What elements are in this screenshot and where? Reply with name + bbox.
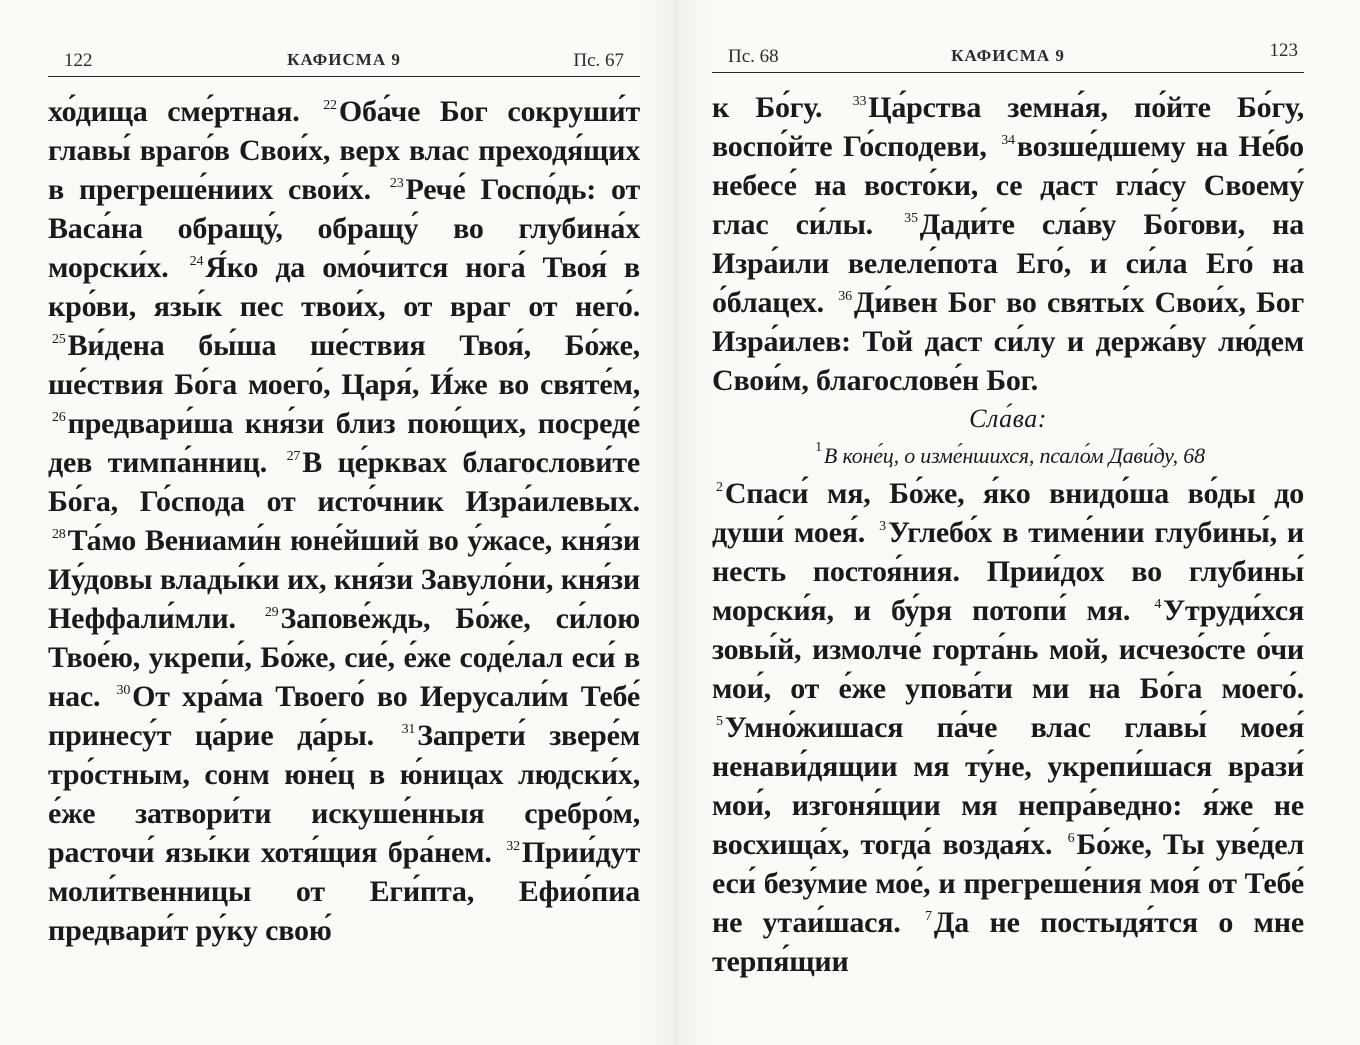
verse-text: Углебо́х в тиме́нии глубины́, и несть постоя́ния. Прии́дох во глубины́ морски́я, и бу́ря потопи́ мя.	[712, 516, 1305, 627]
right-page-text	[712, 88, 1304, 981]
left-page	[48, 0, 640, 1045]
verse-block	[712, 474, 1304, 981]
verse-number: 34	[1001, 133, 1015, 148]
verse-text: Бо́же, Ты уве́дел еси́ безу́мие мое́, и прегреше́ния моя́ от Тебе́ не утаи́шася.	[712, 828, 1304, 939]
verse-number: 24	[189, 254, 204, 269]
verse-text: В це́рквах благослови́те Бо́га, Го́спода от исто́чник Изра́илевых.	[48, 446, 640, 518]
verse-number: 5	[716, 714, 723, 729]
verse-number: 32	[506, 839, 520, 854]
kathisma-title: КАФИСМА 9	[951, 46, 1065, 65]
verse-number: 22	[323, 98, 337, 113]
verse-text: хо́дища сме́ртная.	[48, 95, 300, 128]
verse-number: 26	[52, 410, 66, 425]
verse-text: Умно́жишася па́че влас главы́ моея́ ненави́дящии мя ту́не, укрепи́шася врази́ мои́, изгоня́щии мя непра́ведно: я́же не восхища́х, тогда́ воздая́х.	[712, 711, 1304, 861]
psalm-reference: Пс. 67	[573, 50, 624, 71]
verse-number: 36	[838, 289, 852, 304]
verse-number: 3	[879, 519, 886, 534]
psalm-reference: Пс. 68	[728, 46, 779, 67]
verse-text: Оба́че Бог сокруши́т главы́ враго́в Свои́х, верх влас преходя́щих в прегреше́ниих свои́х.	[48, 95, 640, 206]
page-number: 122	[64, 50, 93, 71]
verse-number: 25	[52, 332, 66, 347]
right-page-header	[712, 40, 1304, 73]
verse-text: Дади́те сла́ву Бо́гови, на Изра́или велеле́пота Его́, и си́ла Его́ на о́блацех.	[712, 208, 1304, 319]
verse-number: 35	[904, 211, 918, 226]
verse-number: 1	[815, 440, 822, 455]
verse-number: 6	[1067, 831, 1075, 846]
psalm-inscription	[712, 438, 1304, 474]
verse-text: Да не постыдя́тся о мне терпя́щии	[712, 906, 1304, 978]
page-number: 123	[1269, 40, 1298, 61]
verse-text: Та́мо Вениами́н юне́йший во у́жасе, кня́зи Иу́довы влады́ки их, кня́зи Завуло́ни, кня́зи Неффали́мли.	[48, 524, 640, 635]
gloria-heading: Сла́ва:	[969, 404, 1047, 433]
verse-text: к Бо́гу.	[712, 91, 823, 124]
verse-text: Я́ко да омо́чится нога́ Твоя́ в кро́ви, язы́к пес твои́х, от враг от него́.	[48, 251, 640, 323]
verse-number: 23	[389, 176, 404, 191]
verse-text: Запове́ждь, Бо́же, си́лою Твое́ю, укрепи́, Бо́же, сие́, е́же соде́лал еси́ в нас.	[48, 602, 640, 713]
book-gutter	[640, 0, 712, 1045]
verse-number: 28	[52, 527, 66, 542]
verse-text: Спаси́ мя, Бо́же, я́ко внидо́ша во́ды до души́ моея́.	[712, 477, 1304, 549]
verse-text: Прии́дут моли́твенницы от Еги́пта, Ефио́пиа предвари́т ру́ку свою́	[48, 836, 640, 947]
verse-text: предвари́ша кня́зи близ пою́щих, посреде́ дев тимпа́нниц.	[48, 407, 640, 479]
inscription-text: В коне́ц, о изме́ншихся, псало́м Дави́ду, 68	[823, 443, 1205, 468]
verse-block	[48, 92, 640, 950]
verse-number: 4	[1154, 597, 1162, 612]
verse-text: Рече́ Госпо́дь: от Васа́на обращу́, обращу́ во глубина́х морски́х.	[48, 173, 640, 284]
verse-number: 27	[286, 449, 301, 464]
kathisma-title: КАФИСМА 9	[287, 50, 401, 69]
verse-number: 7	[925, 909, 932, 924]
verse-number: 31	[401, 722, 416, 737]
verse-number: 33	[852, 94, 867, 109]
verse-number: 29	[264, 605, 279, 620]
verse-text: От хра́ма Твоего́ во Иерусали́м Тебе́ принесу́т ца́рие да́ры.	[48, 680, 640, 752]
verse-block	[712, 88, 1304, 400]
right-page	[712, 0, 1304, 1045]
left-page-header	[48, 48, 640, 77]
verse-text: Ди́вен Бог во святы́х Свои́х, Бог Изра́илев: Той даст си́лу и держа́ву лю́дем Свои́м, благослове́н Бог.	[712, 286, 1304, 397]
verse-number: 2	[716, 480, 723, 495]
verse-text: Ца́рства земна́я, по́йте Бо́гу, воспо́йте Го́сподеви,	[712, 91, 1304, 163]
verse-number: 30	[116, 683, 131, 698]
verse-text: Утруди́хся зовы́й, измолче́ горта́нь мой, исчезо́сте о́чи мои́, от е́же упова́ти ми на Бо́га моего́.	[712, 594, 1304, 705]
verse-text: Ви́дена бы́ша ше́ствия Твоя́, Бо́же, ше́ствия Бо́га моего́, Царя́, И́же во святе́м,	[48, 329, 640, 401]
verse-text: Запрети́ звере́м тро́стным, сонм юне́ц в ю́ницах людски́х, е́же затвори́ти искуше́нныя сребро́м, расточи́ язы́ки хотя́щия бра́нем.	[48, 719, 641, 869]
left-page-text	[48, 92, 640, 950]
verse-text: возше́дшему на Не́бо небесе́ на восто́ки, се даст гла́су Своему́ глас си́лы.	[712, 130, 1304, 241]
